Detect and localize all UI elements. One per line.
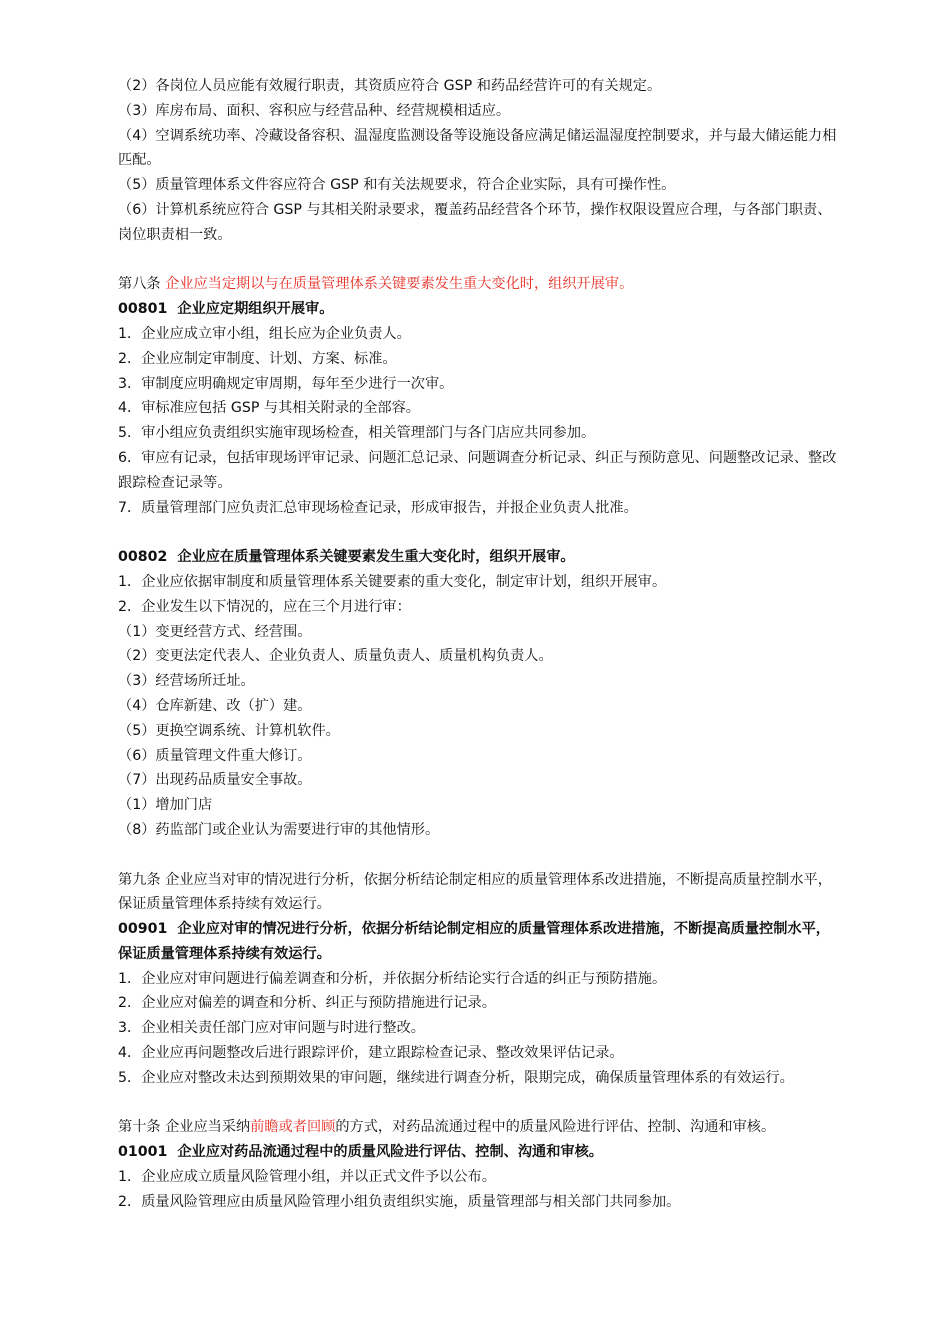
article-10-highlight: 前瞻或者回顾 (250, 1119, 336, 1136)
intro-list (118, 74, 838, 248)
list-item: 2．企业应对偏差的调查和分析、纠正与预防措施进行记录。 (118, 995, 496, 1012)
article-8-prefix: 第八条 (118, 276, 166, 293)
section-00901-list (118, 967, 838, 1091)
section-title: 企业应对审的情况进行分析，依据分析结论制定相应的质量管理体系改进措施，不断提高质量控制水平，保证质量管理体系持续有效运行。 (118, 921, 830, 962)
list-item: （7）出现药品质量安全事故。 (118, 772, 312, 789)
list-item: （8）药监部门或企业认为需要进行审的其他情形。 (118, 821, 440, 838)
list-item: （2）各岗位人员应能有效履行职责，其资质应符合 GSP 和药品经营许可的有关规定。 (118, 78, 662, 94)
list-item: （6）计算机系统应符合 GSP 与其相关附录要求，覆盖药品经营各个环节，操作权限设置应合理，与各部门职责、岗位职责相一致。 (118, 201, 832, 243)
list-item: 6．审应有记录，包括审现场评审记录、问题汇总记录、问题调查分析记录、纠正与预防意见、问题整改记录、整改跟踪检查记录等。 (118, 449, 837, 491)
list-item: 4．企业应再问题整改后进行跟踪评价，建立跟踪检查记录、整改效果评估记录。 (118, 1045, 624, 1062)
section-code: 00901 (118, 921, 168, 938)
section-01001-list (118, 1165, 838, 1215)
section-title: 企业应在质量管理体系关键要素发生重大变化时，组织开展审。 (177, 549, 575, 566)
section-00901-heading (118, 917, 838, 967)
document-page (118, 74, 838, 1215)
list-item: （3）经营场所迁址。 (118, 673, 255, 690)
list-item: 1．企业应成立质量风险管理小组，并以正式文件予以公布。 (118, 1169, 496, 1186)
list-item: 4．审标准应包括 GSP 与其相关附录的全部容。 (118, 400, 420, 417)
section-code: 00801 (118, 301, 168, 318)
list-item: （6）质量管理文件重大修订。 (118, 747, 312, 764)
article-8-heading (118, 272, 838, 297)
article-10-heading (118, 1115, 838, 1140)
list-item: （3）库房布局、面积、容积应与经营品种、经营规模相适应。 (118, 102, 511, 119)
list-item: 5．企业应对整改未达到预期效果的审问题，继续进行调查分析，限期完成，确保质量管理体系的有效运行。 (118, 1069, 794, 1086)
section-code: 00802 (118, 549, 168, 566)
article-8-highlight: 企业应当定期以与在质量管理体系关键要素发生重大变化时，组织开展审。 (165, 276, 634, 293)
list-item: 2．企业发生以下情况的，应在三个月进行审： (118, 598, 411, 615)
list-item: （5）质量管理体系文件容应符合 GSP 和有关法规要求，符合企业实际，具有可操作性。 (118, 177, 676, 194)
list-item: 3．审制度应明确规定审周期，每年至少进行一次审。 (118, 375, 454, 392)
article-10-prefix: 第十条 企业应当采纳 (118, 1119, 251, 1136)
section-00802-list (118, 570, 838, 843)
list-item: （4）空调系统功率、冷藏设备容积、温湿度监测设备等设施设备应满足储运温湿度控制要求，并与最大储运能力相匹配。 (118, 127, 837, 169)
list-item: 1．企业应成立审小组，组长应为企业负责人。 (118, 325, 411, 342)
list-item: 3．企业相关责任部门应对审问题与时进行整改。 (118, 1020, 425, 1037)
list-item: （1）增加门店 (118, 797, 213, 814)
article-10-suffix: 的方式，对药品流通过程中的质量风险进行评估、控制、沟通和审核。 (335, 1119, 776, 1136)
list-item: 5．审小组应负责组织实施审现场检查，相关管理部门与各门店应共同参加。 (118, 425, 596, 442)
list-item: （5）更换空调系统、计算机软件。 (118, 722, 340, 739)
section-01001-heading (118, 1140, 838, 1165)
section-00801-heading (118, 297, 838, 322)
section-code: 01001 (118, 1144, 168, 1161)
list-item: 7．质量管理部门应负责汇总审现场检查记录，形成审报告，并报企业负责人批准。 (118, 499, 638, 516)
section-00802-heading (118, 545, 838, 570)
section-title: 企业应定期组织开展审。 (177, 301, 334, 318)
section-title: 企业应对药品流通过程中的质量风险进行评估、控制、沟通和审核。 (177, 1144, 603, 1161)
list-item: （4）仓库新建、改（扩）建。 (118, 697, 312, 714)
list-item: （1）变更经营方式、经营围。 (118, 623, 312, 640)
article-9-heading: 第九条 企业应当对审的情况进行分析，依据分析结论制定相应的质量管理体系改进措施，不断提高质量控制水平，保证质量管理体系持续有效运行。 (118, 871, 832, 913)
list-item: （2）变更法定代表人、企业负责人、质量负责人、质量机构负责人。 (118, 648, 553, 665)
list-item: 1．企业应依据审制度和质量管理体系关键要素的重大变化，制定审计划，组织开展审。 (118, 573, 667, 590)
section-00801-list (118, 322, 838, 520)
list-item: 2．企业应制定审制度、计划、方案、标准。 (118, 350, 397, 367)
list-item: 2．质量风险管理应由质量风险管理小组负责组织实施，质量管理部与相关部门共同参加。 (118, 1193, 681, 1210)
list-item: 1．企业应对审问题进行偏差调查和分析，并依据分析结论实行合适的纠正与预防措施。 (118, 970, 667, 987)
